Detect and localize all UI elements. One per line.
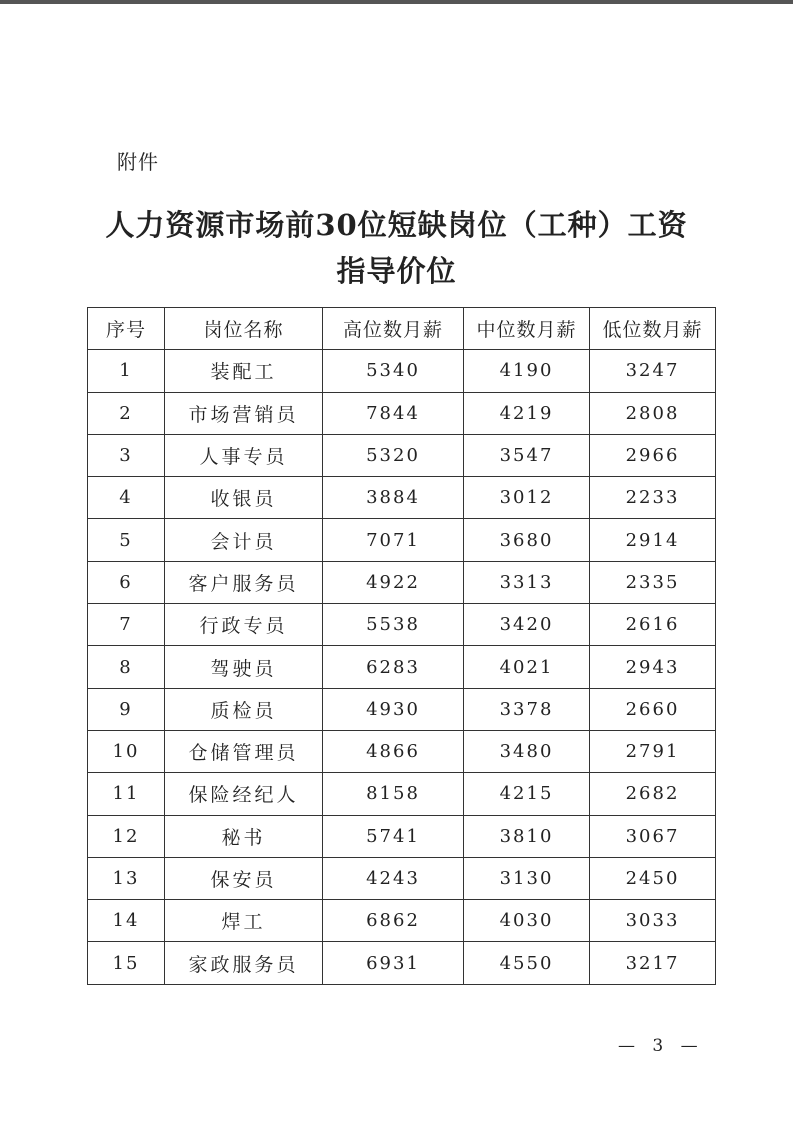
table-row — [88, 392, 716, 434]
cell-median-salary: 3012 — [464, 477, 590, 519]
cell-low-salary: 2791 — [590, 730, 716, 772]
cell-low-salary: 3067 — [590, 815, 716, 857]
cell-no: 10 — [88, 730, 165, 772]
cell-no: 13 — [88, 857, 165, 899]
table-row — [88, 900, 716, 942]
document-title-line1: 人力资源市场前30位短缺岗位（工种）工资 — [105, 208, 688, 242]
cell-position-name: 驾驶员 — [165, 646, 323, 688]
scan-edge — [0, 0, 793, 4]
table-row — [88, 942, 716, 984]
cell-low-salary: 2450 — [590, 857, 716, 899]
cell-low-salary: 3217 — [590, 942, 716, 984]
cell-median-salary: 4215 — [464, 773, 590, 815]
cell-position-name: 装配工 — [165, 350, 323, 392]
cell-median-salary: 4030 — [464, 900, 590, 942]
table-header-row — [88, 308, 716, 350]
cell-high-salary: 4922 — [323, 561, 464, 603]
cell-median-salary: 3313 — [464, 561, 590, 603]
page-number: — 3 — — [618, 1036, 704, 1056]
cell-median-salary: 4550 — [464, 942, 590, 984]
header-position-name: 岗位名称 — [165, 308, 323, 350]
cell-position-name: 质检员 — [165, 688, 323, 730]
cell-median-salary: 3378 — [464, 688, 590, 730]
table-row — [88, 604, 716, 646]
cell-median-salary: 3420 — [464, 604, 590, 646]
cell-low-salary: 2914 — [590, 519, 716, 561]
cell-position-name: 焊工 — [165, 900, 323, 942]
cell-no: 9 — [88, 688, 165, 730]
cell-position-name: 家政服务员 — [165, 942, 323, 984]
cell-position-name: 秘书 — [165, 815, 323, 857]
cell-high-salary: 5320 — [323, 434, 464, 476]
cell-low-salary: 2616 — [590, 604, 716, 646]
cell-low-salary: 2660 — [590, 688, 716, 730]
cell-high-salary: 4866 — [323, 730, 464, 772]
cell-no: 2 — [88, 392, 165, 434]
cell-position-name: 保安员 — [165, 857, 323, 899]
table-row — [88, 519, 716, 561]
cell-high-salary: 6862 — [323, 900, 464, 942]
table-row — [88, 434, 716, 476]
cell-no: 15 — [88, 942, 165, 984]
cell-position-name: 客户服务员 — [165, 561, 323, 603]
cell-high-salary: 5340 — [323, 350, 464, 392]
cell-high-salary: 8158 — [323, 773, 464, 815]
cell-low-salary: 2335 — [590, 561, 716, 603]
cell-high-salary: 6931 — [323, 942, 464, 984]
header-low-salary: 低位数月薪 — [590, 308, 716, 350]
cell-median-salary: 3810 — [464, 815, 590, 857]
cell-high-salary: 7844 — [323, 392, 464, 434]
cell-median-salary: 3480 — [464, 730, 590, 772]
cell-position-name: 仓储管理员 — [165, 730, 323, 772]
header-high-salary: 高位数月薪 — [323, 308, 464, 350]
cell-low-salary: 2966 — [590, 434, 716, 476]
cell-low-salary: 2808 — [590, 392, 716, 434]
table-row — [88, 350, 716, 392]
cell-high-salary: 4243 — [323, 857, 464, 899]
cell-median-salary: 3680 — [464, 519, 590, 561]
cell-low-salary: 2682 — [590, 773, 716, 815]
cell-no: 6 — [88, 561, 165, 603]
cell-median-salary: 4219 — [464, 392, 590, 434]
cell-no: 3 — [88, 434, 165, 476]
cell-median-salary: 4190 — [464, 350, 590, 392]
cell-no: 12 — [88, 815, 165, 857]
cell-high-salary: 5538 — [323, 604, 464, 646]
cell-no: 1 — [88, 350, 165, 392]
table-row — [88, 477, 716, 519]
cell-low-salary: 2233 — [590, 477, 716, 519]
table-row — [88, 730, 716, 772]
cell-low-salary: 2943 — [590, 646, 716, 688]
cell-high-salary: 5741 — [323, 815, 464, 857]
table-row — [88, 688, 716, 730]
table-row — [88, 561, 716, 603]
annex-label: 附件 — [117, 150, 159, 174]
cell-no: 4 — [88, 477, 165, 519]
cell-high-salary: 7071 — [323, 519, 464, 561]
cell-position-name: 市场营销员 — [165, 392, 323, 434]
header-median-salary: 中位数月薪 — [464, 308, 590, 350]
cell-no: 7 — [88, 604, 165, 646]
cell-position-name: 保险经纪人 — [165, 773, 323, 815]
table-row — [88, 646, 716, 688]
table-body — [88, 350, 716, 984]
cell-no: 8 — [88, 646, 165, 688]
table-row — [88, 815, 716, 857]
cell-no: 11 — [88, 773, 165, 815]
cell-high-salary: 4930 — [323, 688, 464, 730]
header-no: 序号 — [88, 308, 165, 350]
cell-high-salary: 6283 — [323, 646, 464, 688]
cell-low-salary: 3033 — [590, 900, 716, 942]
cell-position-name: 行政专员 — [165, 604, 323, 646]
cell-high-salary: 3884 — [323, 477, 464, 519]
cell-median-salary: 4021 — [464, 646, 590, 688]
cell-low-salary: 3247 — [590, 350, 716, 392]
cell-no: 14 — [88, 900, 165, 942]
cell-position-name: 收银员 — [165, 477, 323, 519]
table-row — [88, 857, 716, 899]
cell-median-salary: 3547 — [464, 434, 590, 476]
cell-position-name: 会计员 — [165, 519, 323, 561]
document-title-line2: 指导价位 — [336, 254, 457, 288]
table-row — [88, 773, 716, 815]
cell-no: 5 — [88, 519, 165, 561]
cell-position-name: 人事专员 — [165, 434, 323, 476]
wage-table — [87, 307, 716, 985]
cell-median-salary: 3130 — [464, 857, 590, 899]
